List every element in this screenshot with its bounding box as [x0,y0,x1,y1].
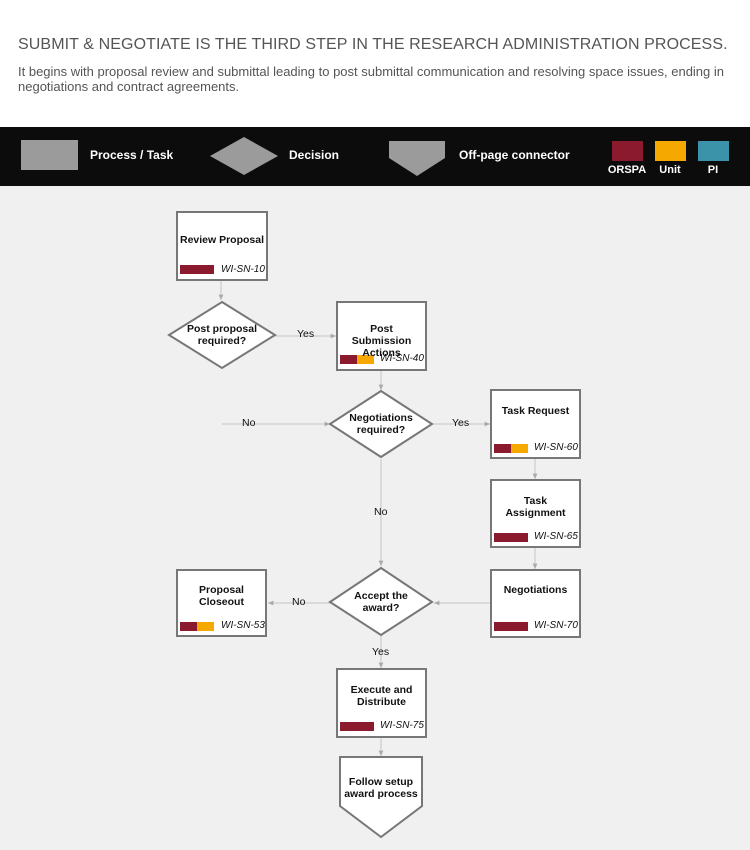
legend-swatch-unit [655,141,686,161]
legend-decision-shape [210,137,278,175]
node-post-proposal-required-title: Post proposal required? [186,323,257,347]
node-negotiations-code: WI-SN-70 [534,620,578,631]
node-negotiations-required-title: Negotiations required? [349,412,413,436]
flowchart [0,186,750,850]
role-bar-orspa [340,722,374,731]
node-negotiations-title: Negotiations [503,584,568,596]
node-follow-setup-title: Follow setup award process [344,776,418,800]
node-proposal-closeout-title: Proposal Closeout [199,584,244,608]
edge-label-no: No [242,417,256,429]
node-post-submission-code: WI-SN-40 [380,353,424,364]
edge-label-yes: Yes [452,417,470,429]
legend-swatch-pi [698,141,729,161]
edge-label-yes: Yes [297,328,315,340]
legend-role-unit: Unit [659,164,681,176]
legend-process-shape [21,140,78,170]
role-bar-orspa [494,622,528,631]
node-task-request-title: Task Request [501,405,570,417]
node-review-proposal-code: WI-SN-10 [221,264,265,275]
legend-bar [0,127,750,186]
legend-connector-label: Off-page connector [459,148,570,162]
page-subtitle: It begins with proposal review and submittal leading to post submittal communication and resolving space issues, ending in negotiations and contract agreements. [18,64,724,94]
legend-swatch-orspa [612,141,643,161]
role-bar-unit [511,444,528,453]
node-execute-distribute-code: WI-SN-75 [380,720,424,731]
node-task-assignment-code: WI-SN-65 [534,531,578,542]
node-proposal-closeout-code: WI-SN-53 [221,620,265,631]
node-accept-award-title: Accept the award? [354,590,408,614]
role-bar-orspa [180,622,197,631]
legend-decision-label: Decision [289,148,340,162]
node-task-assignment-title: Task Assignment [505,495,566,519]
edge-label-yes: Yes [372,646,390,658]
legend-role-pi: PI [707,164,719,176]
flowchart-canvas [0,186,750,850]
edge-label-no: No [292,596,306,608]
legend-role-orspa: ORSPA [607,164,647,176]
page-title: SUBMIT & NEGOTIATE IS THE THIRD STEP IN THE RESEARCH ADMINISTRATION PROCESS. [18,36,728,53]
node-task-request-code: WI-SN-60 [534,442,578,453]
legend-process-label: Process / Task [90,148,174,162]
legend-connector-shape [389,141,445,176]
node-execute-distribute-title: Execute and Distribute [350,684,413,708]
edge-label-no: No [374,506,388,518]
node-post-submission-title: Post Submission Actions [351,323,412,359]
page-header [0,0,750,127]
node-review-proposal-title: Review Proposal [179,234,265,246]
role-bar-orspa [494,533,528,542]
role-bar-orspa [180,265,214,274]
role-bar-orspa [494,444,511,453]
role-bar-unit [197,622,214,631]
